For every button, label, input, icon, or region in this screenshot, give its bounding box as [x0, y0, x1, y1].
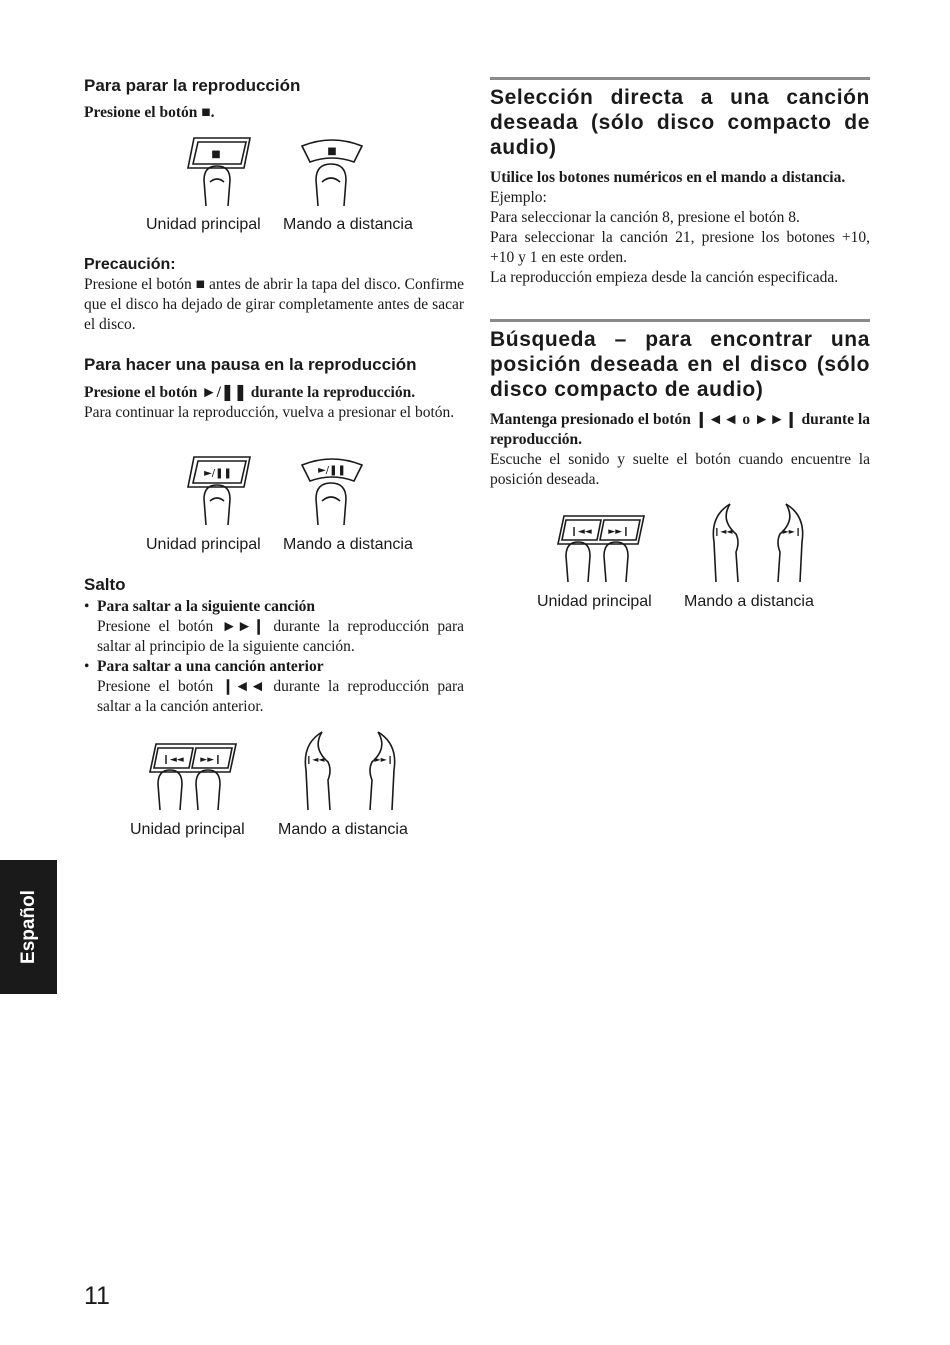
- skip-prev-title: [97, 657, 464, 677]
- search-caption-remote: Mando a distancia: [684, 593, 814, 610]
- stop-caption-main: Unidad principal: [146, 216, 261, 233]
- remote-search-illustration: [706, 502, 806, 584]
- search-remote-prev-icon: ❙◄◄: [713, 527, 733, 536]
- skip-prev-title-text: Para saltar a una canción anterior: [97, 658, 324, 675]
- direct-example-21: Para seleccionar la canción 21, presione los botones +10, +10 y 1 en este orden.: [490, 229, 870, 266]
- direct-example-label: Ejemplo:: [490, 189, 547, 206]
- page-number: 11: [84, 1282, 110, 1310]
- direct-result: La reproducción empieza desde la canción especificada.: [490, 269, 839, 286]
- pause-caption-remote: Mando a distancia: [283, 536, 413, 553]
- pause-heading: Para hacer una pausa en la reproducción: [84, 355, 417, 374]
- main-unit-skip-illustration: [150, 742, 240, 812]
- prev-track-icon: ❙◄◄: [221, 678, 266, 695]
- stop-button-icon: ■: [211, 149, 221, 160]
- skip-heading: Salto: [84, 575, 126, 594]
- bullet-next: •: [84, 598, 90, 615]
- remote-prev-button-icon: ❙◄◄: [305, 755, 325, 764]
- caution-text-pre: Presione el botón: [84, 276, 192, 293]
- stop-instruction-pre: Presione el botón: [84, 104, 198, 121]
- caution-heading: Precaución:: [84, 256, 176, 273]
- remote-next-button-icon: ►►❙: [374, 755, 394, 764]
- caution-stop-icon: ■: [195, 276, 206, 293]
- language-tab: [0, 860, 57, 994]
- direct-example-8: Para seleccionar la canción 8, presione el botón 8.: [490, 209, 800, 226]
- skip-prev-post: durante la reproducción para saltar a la canción anterior.: [97, 678, 465, 715]
- remote-stop-illustration: [298, 136, 368, 206]
- main-next-button-icon: ►►❙: [200, 755, 222, 765]
- search-text: Escuche el sonido y suelte el botón cuando encuentre la posición deseada.: [490, 451, 870, 488]
- search-instruction: [490, 410, 870, 450]
- search-prev-icon: ❙◄◄: [694, 411, 739, 428]
- skip-next-pre: Presione el botón: [97, 618, 214, 635]
- remote-pause-illustration: [298, 455, 368, 525]
- direct-instruction: [490, 168, 870, 188]
- skip-next-post: durante la reproducción para saltar al principio de la siguiente canción.: [97, 618, 465, 655]
- direct-selection-heading: Selección directa a una canción deseada (sólo disco compacto de audio): [490, 77, 870, 160]
- search-instruction-pre: Mantenga presionado el botón: [490, 411, 691, 428]
- skip-caption-remote: Mando a distancia: [278, 821, 408, 838]
- remote-play-pause-button-icon: ►/❚❚: [318, 465, 346, 476]
- skip-prev-pre: Presione el botón: [97, 678, 214, 695]
- remote-skip-illustration: [298, 730, 398, 812]
- caution-text: [84, 275, 464, 335]
- search-instruction-mid: o: [742, 411, 751, 428]
- remote-stop-button-icon: ■: [327, 146, 337, 157]
- next-track-icon: ►►❙: [221, 618, 266, 635]
- search-remote-next-icon: ►►❙: [782, 527, 802, 536]
- bullet-prev: •: [84, 658, 90, 675]
- stop-instruction-post: .: [210, 104, 215, 121]
- search-heading: Búsqueda – para encontrar una posición deseada en el disco (sólo disco compacto de audio): [490, 319, 870, 402]
- stop-caption-remote: Mando a distancia: [283, 216, 413, 233]
- skip-caption-main: Unidad principal: [130, 821, 245, 838]
- play-pause-button-icon: ►/❚❚: [204, 468, 232, 479]
- play-pause-symbol-icon: ►/❚❚: [201, 384, 247, 401]
- main-unit-search-illustration: [558, 514, 648, 584]
- pause-instruction-post: durante la reproducción.: [250, 384, 416, 401]
- stop-instruction: [84, 103, 464, 123]
- skip-prev-text: [97, 677, 464, 717]
- direct-instruction-text: Utilice los botones numéricos en el mando a distancia.: [490, 169, 846, 186]
- stop-heading: Para parar la reproducción: [84, 76, 301, 95]
- search-next-icon: ►►❙: [753, 411, 798, 428]
- search-caption-main: Unidad principal: [537, 593, 652, 610]
- search-main-next-icon: ►►❙: [608, 527, 630, 537]
- pause-caption-main: Unidad principal: [146, 536, 261, 553]
- main-unit-pause-illustration: [184, 455, 254, 525]
- search-main-prev-icon: ❙◄◄: [570, 527, 592, 537]
- main-prev-button-icon: ❙◄◄: [162, 755, 184, 765]
- skip-next-title-text: Para saltar a la siguiente canción: [97, 598, 315, 615]
- pause-instruction-pre: Presione el botón: [84, 384, 198, 401]
- skip-next-title: [97, 597, 464, 617]
- main-unit-stop-illustration: [184, 136, 254, 206]
- skip-next-text: [97, 617, 464, 657]
- stop-symbol-icon: ■: [201, 104, 211, 121]
- search-instruction-post: durante la reproducción.: [490, 411, 870, 448]
- pause-text: Para continuar la reproducción, vuelva a presionar el botón.: [84, 404, 455, 421]
- language-tab-label: Español: [17, 890, 39, 964]
- pause-instruction: [84, 383, 464, 403]
- caution-text-post: antes de abrir la tapa del disco. Confirme que el disco ha dejado de girar completamente antes de sacar el disco.: [84, 276, 465, 333]
